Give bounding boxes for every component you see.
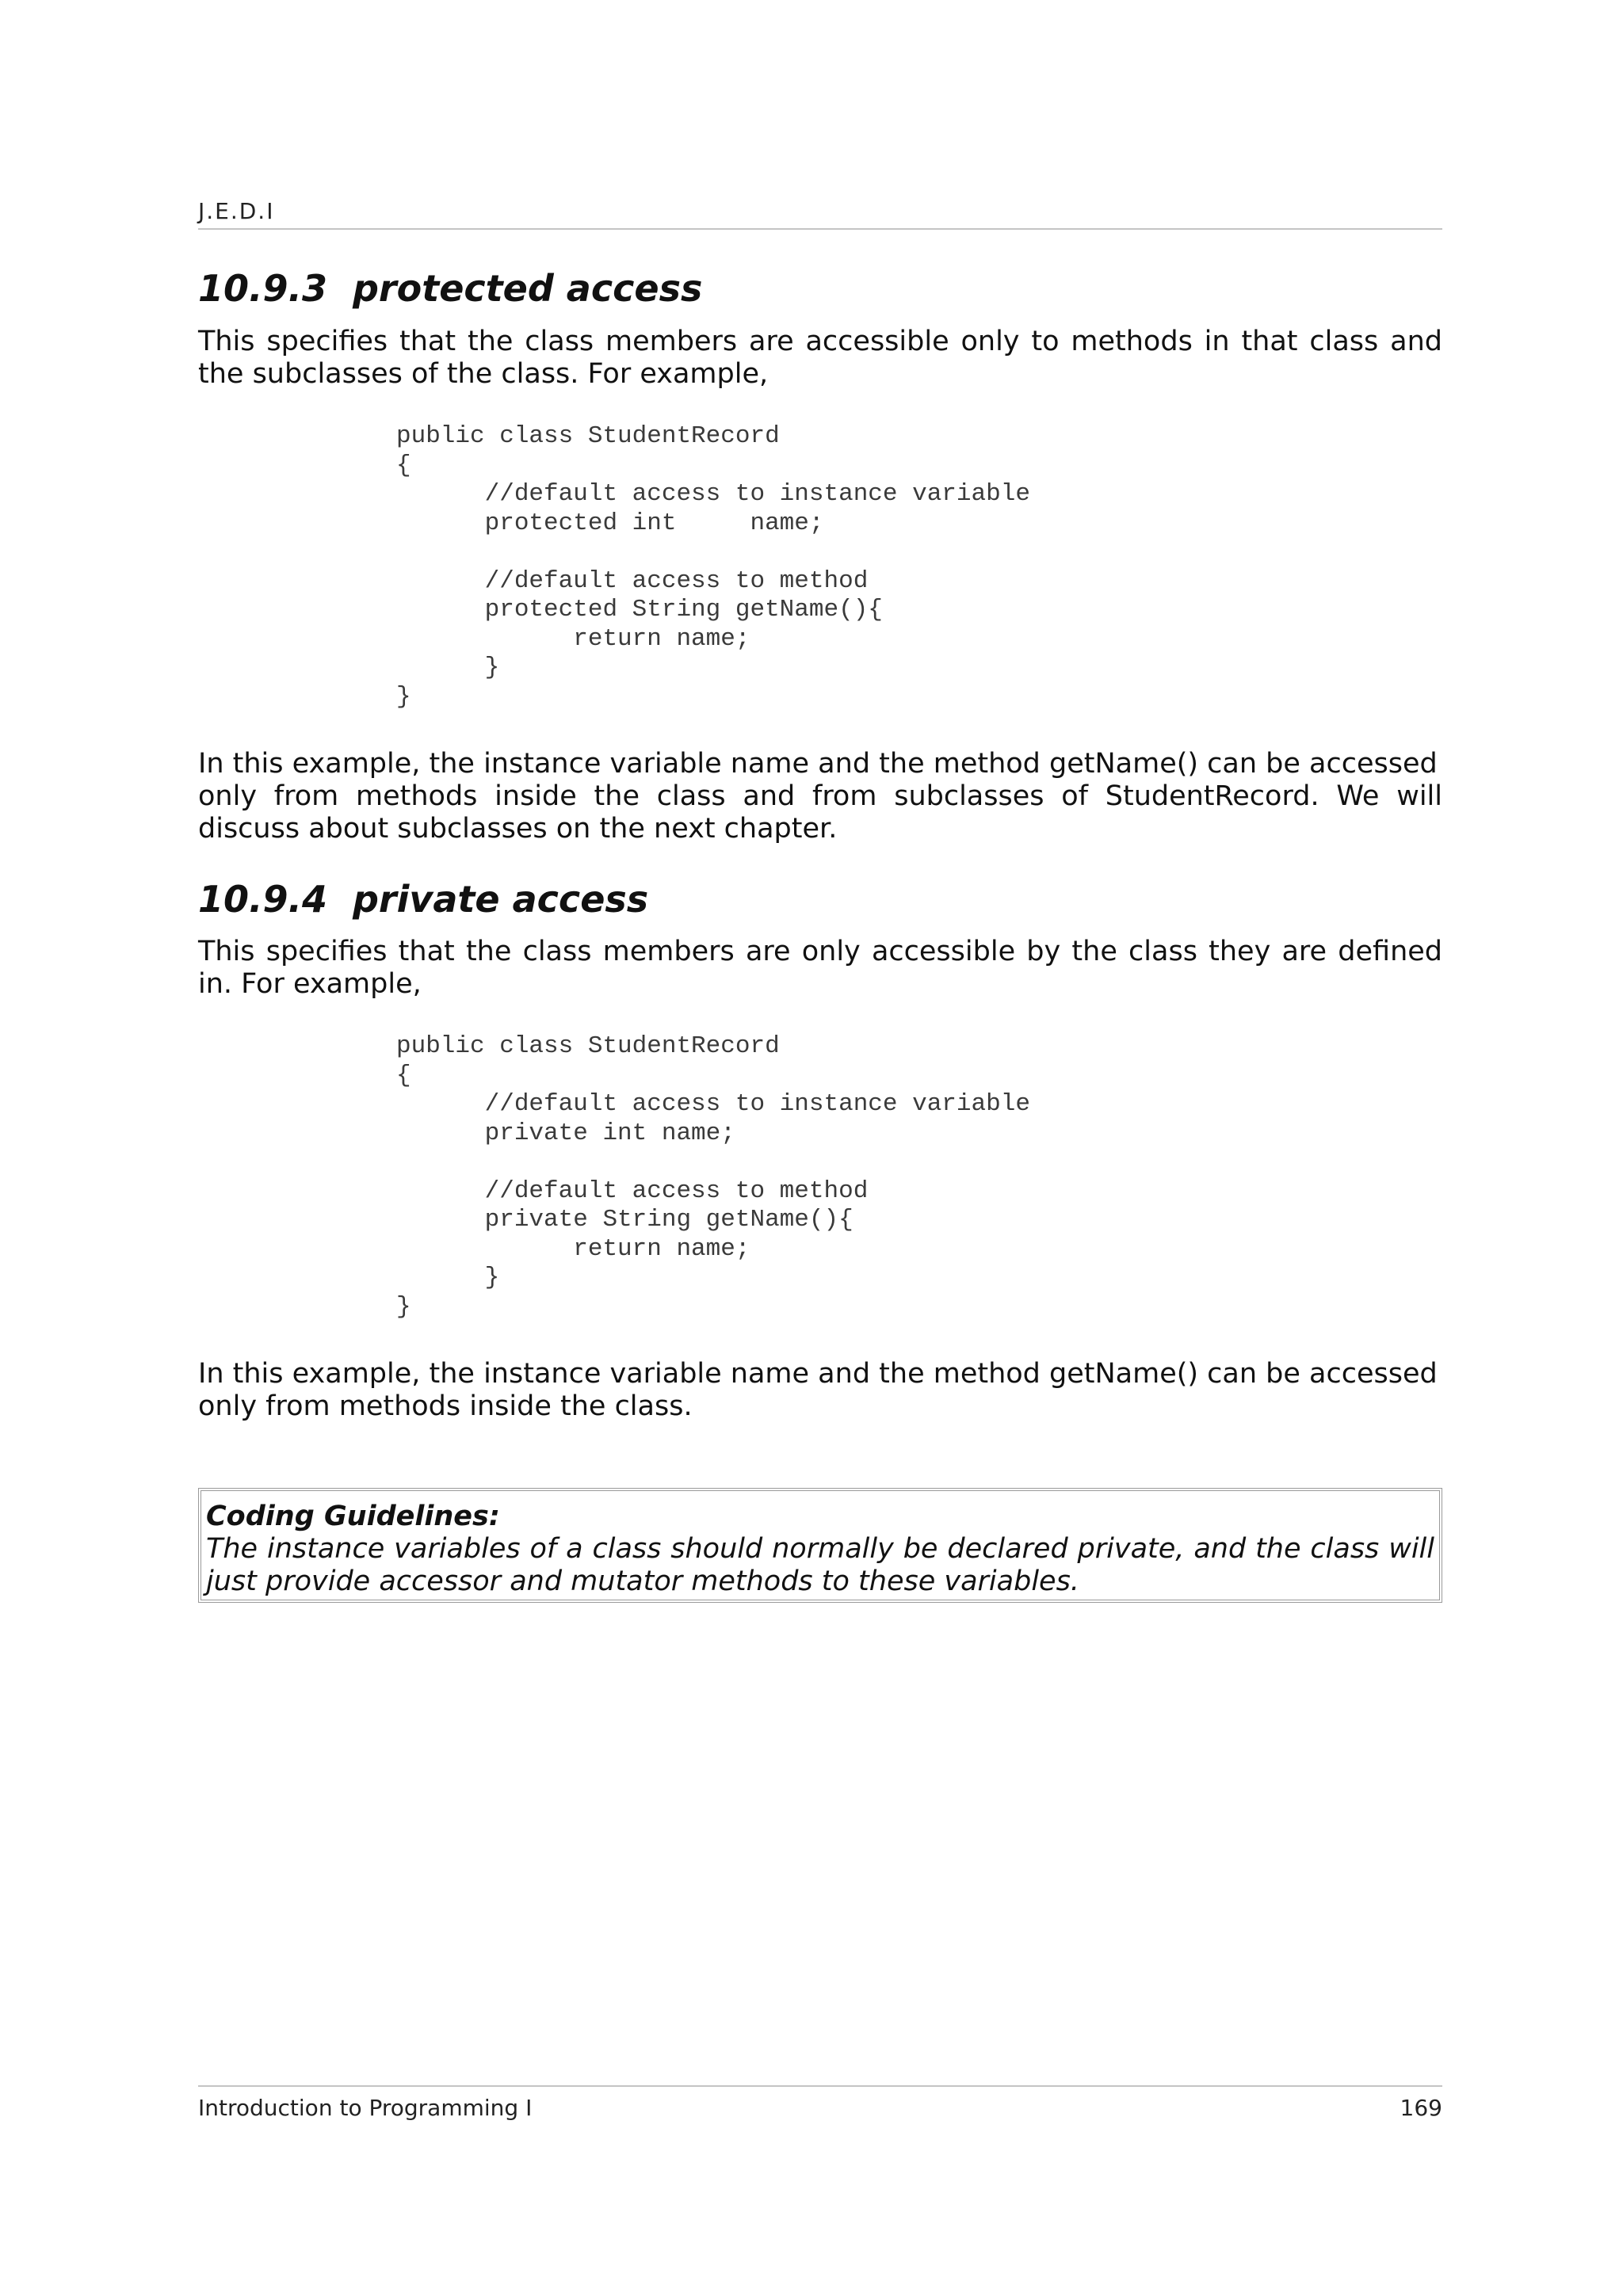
protected-code-block: public class StudentRecord { //default access to instance variable protected int name; //default access to method protected String getName(){ return name; } }	[396, 422, 1030, 711]
protected-outro-paragraph	[198, 748, 1442, 845]
paragraph-line: This specifies that the class members are accessible only to methods in that class and	[198, 326, 1442, 357]
paragraph-line: only from methods inside the class and from subclasses of StudentRecord. We will	[198, 780, 1442, 812]
section-title-protected-access: 10.9.3 protected access	[198, 267, 703, 310]
paragraph-line: only from methods inside the class.	[198, 1390, 693, 1422]
private-intro-paragraph	[198, 936, 1442, 1001]
protected-intro-paragraph	[198, 326, 1442, 391]
private-outro-paragraph	[198, 1358, 1442, 1423]
paragraph-line: in. For example,	[198, 968, 422, 1000]
coding-guidelines-title: Coding Guidelines:	[206, 1501, 500, 1532]
header-rule	[198, 228, 1442, 230]
private-code-block: public class StudentRecord { //default access to instance variable private int name; //default access to method private String getName(){ return name; } }	[396, 1032, 1030, 1321]
footer-rule	[198, 2085, 1442, 2087]
coding-guidelines-line: The instance variables of a class should normally be declared private, and the class will	[206, 1533, 1434, 1565]
paragraph-line: In this example, the instance variable name and the method getName() can be accessed	[198, 748, 1438, 780]
page-number: 169	[1400, 2095, 1442, 2121]
coding-guidelines-box	[198, 1488, 1442, 1603]
running-header: J.E.D.I	[198, 198, 275, 224]
paragraph-line: In this example, the instance variable name and the method getName() can be accessed	[198, 1358, 1438, 1390]
paragraph-line: discuss about subclasses on the next chapter.	[198, 813, 838, 845]
section-title-private-access: 10.9.4 private access	[198, 878, 649, 921]
coding-guidelines-line: just provide accessor and mutator methods to these variables.	[206, 1566, 1079, 1597]
paragraph-line: This specifies that the class members are only accessible by the class they are defined	[198, 936, 1442, 967]
footer-book-title: Introduction to Programming I	[198, 2095, 533, 2121]
paragraph-line: the subclasses of the class. For example,	[198, 358, 769, 390]
